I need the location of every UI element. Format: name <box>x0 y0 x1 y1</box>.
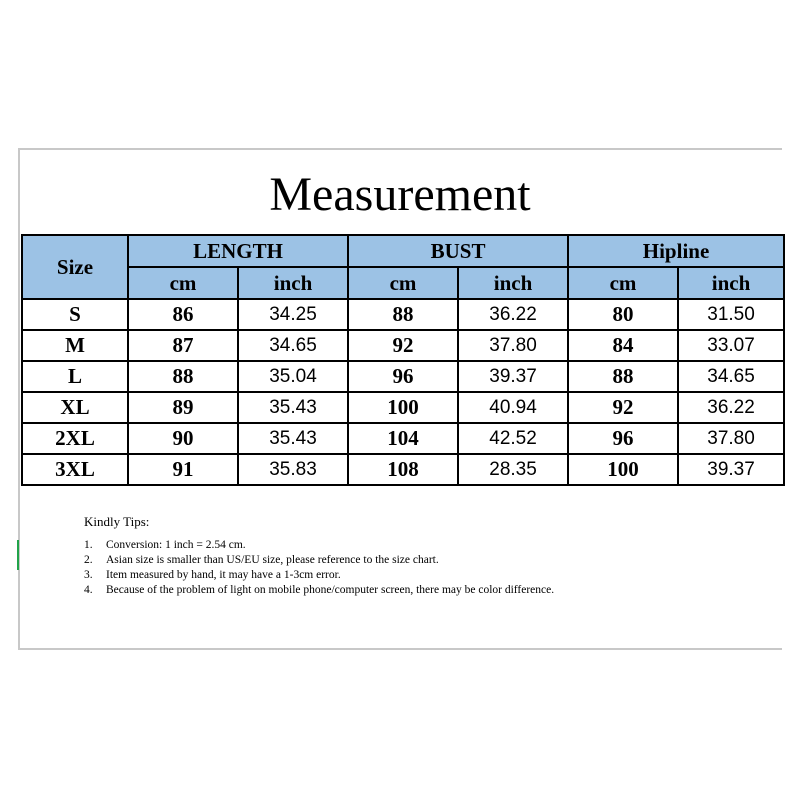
hip-cm-cell: 88 <box>568 361 678 392</box>
table-row <box>22 361 784 392</box>
size-cell: XL <box>22 392 128 423</box>
list-item <box>84 568 684 583</box>
header-length: LENGTH <box>128 235 348 267</box>
hip-cm-cell: 84 <box>568 330 678 361</box>
header-hipline: Hipline <box>568 235 784 267</box>
header-unit-cm: cm <box>348 267 458 299</box>
bust-cm-cell: 104 <box>348 423 458 454</box>
hip-inch-cell: 34.65 <box>678 361 784 392</box>
bust-inch-cell: 42.52 <box>458 423 568 454</box>
length-inch-cell: 35.83 <box>238 454 348 485</box>
hip-cm-cell: 100 <box>568 454 678 485</box>
table-row <box>22 454 784 485</box>
header-unit-cm: cm <box>568 267 678 299</box>
size-cell: S <box>22 299 128 330</box>
length-cm-cell: 89 <box>128 392 238 423</box>
hip-inch-cell: 39.37 <box>678 454 784 485</box>
header-bust: BUST <box>348 235 568 267</box>
list-item <box>84 538 684 553</box>
tip-text: Item measured by hand, it may have a 1-3cm error. <box>106 569 341 581</box>
header-unit-inch: inch <box>458 267 568 299</box>
length-cm-cell: 87 <box>128 330 238 361</box>
size-chart-table <box>21 234 785 486</box>
length-cm-cell: 91 <box>128 454 238 485</box>
header-size: Size <box>22 235 128 299</box>
hip-inch-cell: 31.50 <box>678 299 784 330</box>
length-cm-cell: 88 <box>128 361 238 392</box>
size-cell: L <box>22 361 128 392</box>
length-cm-cell: 86 <box>128 299 238 330</box>
bust-cm-cell: 108 <box>348 454 458 485</box>
hip-inch-cell: 36.22 <box>678 392 784 423</box>
tip-number: 3. <box>84 569 93 581</box>
bust-inch-cell: 37.80 <box>458 330 568 361</box>
size-cell: 2XL <box>22 423 128 454</box>
length-inch-cell: 34.65 <box>238 330 348 361</box>
tip-text: Because of the problem of light on mobile phone/computer screen, there may be color difference. <box>106 584 555 596</box>
bust-cm-cell: 100 <box>348 392 458 423</box>
header-unit-inch: inch <box>678 267 784 299</box>
kindly-tips <box>84 514 684 598</box>
list-item <box>84 553 684 568</box>
bust-cm-cell: 92 <box>348 330 458 361</box>
length-inch-cell: 35.43 <box>238 392 348 423</box>
bust-inch-cell: 36.22 <box>458 299 568 330</box>
tip-text: Conversion: 1 inch = 2.54 cm. <box>106 539 246 551</box>
tips-title: Kindly Tips: <box>84 514 150 529</box>
bust-cm-cell: 88 <box>348 299 458 330</box>
list-item <box>84 583 684 598</box>
size-cell: 3XL <box>22 454 128 485</box>
hip-inch-cell: 33.07 <box>678 330 784 361</box>
bust-cm-cell: 96 <box>348 361 458 392</box>
bust-inch-cell: 39.37 <box>458 361 568 392</box>
length-inch-cell: 35.04 <box>238 361 348 392</box>
hip-cm-cell: 80 <box>568 299 678 330</box>
length-inch-cell: 35.43 <box>238 423 348 454</box>
hip-cm-cell: 92 <box>568 392 678 423</box>
header-unit-cm: cm <box>128 267 238 299</box>
table-row <box>22 392 784 423</box>
hip-cm-cell: 96 <box>568 423 678 454</box>
table-row <box>22 299 784 330</box>
bust-inch-cell: 28.35 <box>458 454 568 485</box>
tip-number: 2. <box>84 554 93 566</box>
size-cell: M <box>22 330 128 361</box>
table-row <box>22 330 784 361</box>
table-row <box>22 423 784 454</box>
header-unit-inch: inch <box>238 267 348 299</box>
tip-number: 4. <box>84 584 93 596</box>
bust-inch-cell: 40.94 <box>458 392 568 423</box>
selection-marker <box>17 540 19 570</box>
page-title: Measurement <box>269 168 531 221</box>
tip-number: 1. <box>84 539 93 551</box>
hip-inch-cell: 37.80 <box>678 423 784 454</box>
length-cm-cell: 90 <box>128 423 238 454</box>
tip-text: Asian size is smaller than US/EU size, please reference to the size chart. <box>106 554 439 566</box>
length-inch-cell: 34.25 <box>238 299 348 330</box>
